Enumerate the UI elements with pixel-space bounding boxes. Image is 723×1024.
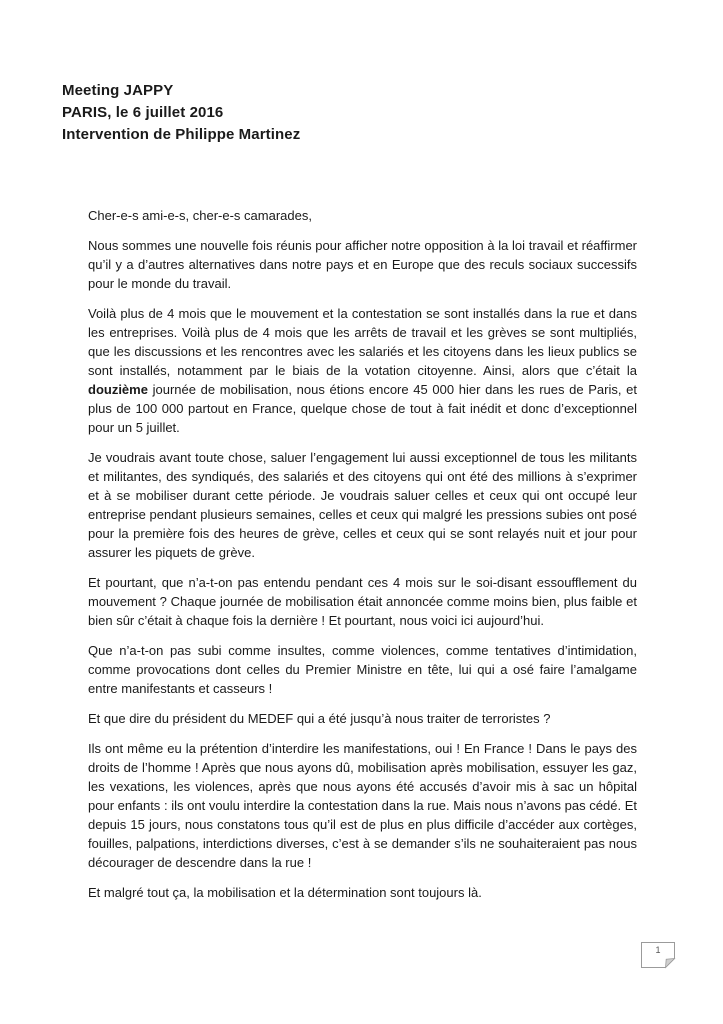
paragraph-intro: Nous sommes une nouvelle fois réunis pour afficher notre opposition à la loi travail et réaffirmer qu’il y a d’autres alternatives dans notre pays et en Europe que des reculs sociaux successifs pour le monde du travail. xyxy=(88,238,637,291)
salutation: Cher-e-s ami-e-s, cher-e-s camarades, xyxy=(88,208,312,223)
paragraph-salute-militants: Je voudrais avant toute chose, saluer l’engagement lui aussi exceptionnel de tous les militants et militantes, des syndiqués, des salariés et des citoyens qui ont été des millions à s’exprimer et à se mobiliser durant cette période. Je voudrais saluer celles et ceux qui ont occupé leur entreprise pendant plusieurs semaines, celles et ceux qui malgré les pressions subies ont posé pour la première fois des heures de grève, celles et ceux qui se sont relayés nuit et jour pour assurer les piquets de grève. xyxy=(88,450,637,560)
paragraph-closing: Et malgré tout ça, la mobilisation et la détermination sont toujours là. xyxy=(88,885,482,900)
paragraph-pourtant: Et pourtant, que n’a-t-on pas entendu pendant ces 4 mois sur le soi-disant essoufflement du mouvement ? Chaque journée de mobilisation était annoncée comme moins bien, plus faible et bien sûr c’était à chaque fois la dernière ! Et pourtant, nous voici ici aujourd’hui. xyxy=(88,575,637,628)
document-body xyxy=(88,206,637,913)
bold-text-douzieme: douzième xyxy=(88,382,148,397)
page-indicator[interactable] xyxy=(640,941,676,969)
text-run: Voilà plus de 4 mois que le mouvement et la contestation se sont installés dans la rue et dans les entreprises. Voilà plus de 4 mois que les arrêts de travail et les grèves se sont multipliés, que les discussions et les rencontres avec les salariés et les citoyens dans les lieux publics se sont installés, notamment par le biais de la votation citoyenne. Ainsi, alors que c’était la xyxy=(88,306,637,378)
speaker-line: Intervention de Philippe Martinez xyxy=(62,126,301,143)
paragraph-medef: Et que dire du président du MEDEF qui a été jusqu’à nous traiter de terroristes ? xyxy=(88,711,551,726)
paragraph-interdiction: Ils ont même eu la prétention d’interdire les manifestations, oui ! En France ! Dans le pays des droits de l’homme ! Après que nous ayons dû, mobilisation après mobilisation, essuyer les gaz, les vexations, les violences, après que nous ayons été accusés d’avoir mis à sac un hôpital pour enfants : ils ont voulu interdire la contestation dans la rue. Mais nous n’avons pas cédé. Et depuis 15 jours, nous constatons tous qu’il est de plus en plus difficile d’accéder aux cortèges, fouilles, palpations, interdictions diverses, c’est à se demander s’ils ne souhaiteraient pas nous décourager de descendre dans la rue ! xyxy=(88,741,637,870)
meeting-title: Meeting JAPPY xyxy=(62,82,174,99)
text-run: journée de mobilisation, nous étions encore 45 000 hier dans les rues de Paris, et plus de 100 000 partout en France, quelque chose de tout à fait inédit et donc d’exceptionnel pour un 5 juillet. xyxy=(88,382,637,435)
paragraph-movement xyxy=(88,304,637,437)
document-header xyxy=(62,80,300,146)
meeting-location-date: PARIS, le 6 juillet 2016 xyxy=(62,104,224,121)
paragraph-insultes: Que n’a-t-on pas subi comme insultes, comme violences, comme tentatives d’intimidation, comme provocations dont celles du Premier Ministre en tête, lui qui a osé faire l’amalgame entre manifestants et casseurs ! xyxy=(88,643,637,696)
page-number: 1 xyxy=(655,945,661,955)
